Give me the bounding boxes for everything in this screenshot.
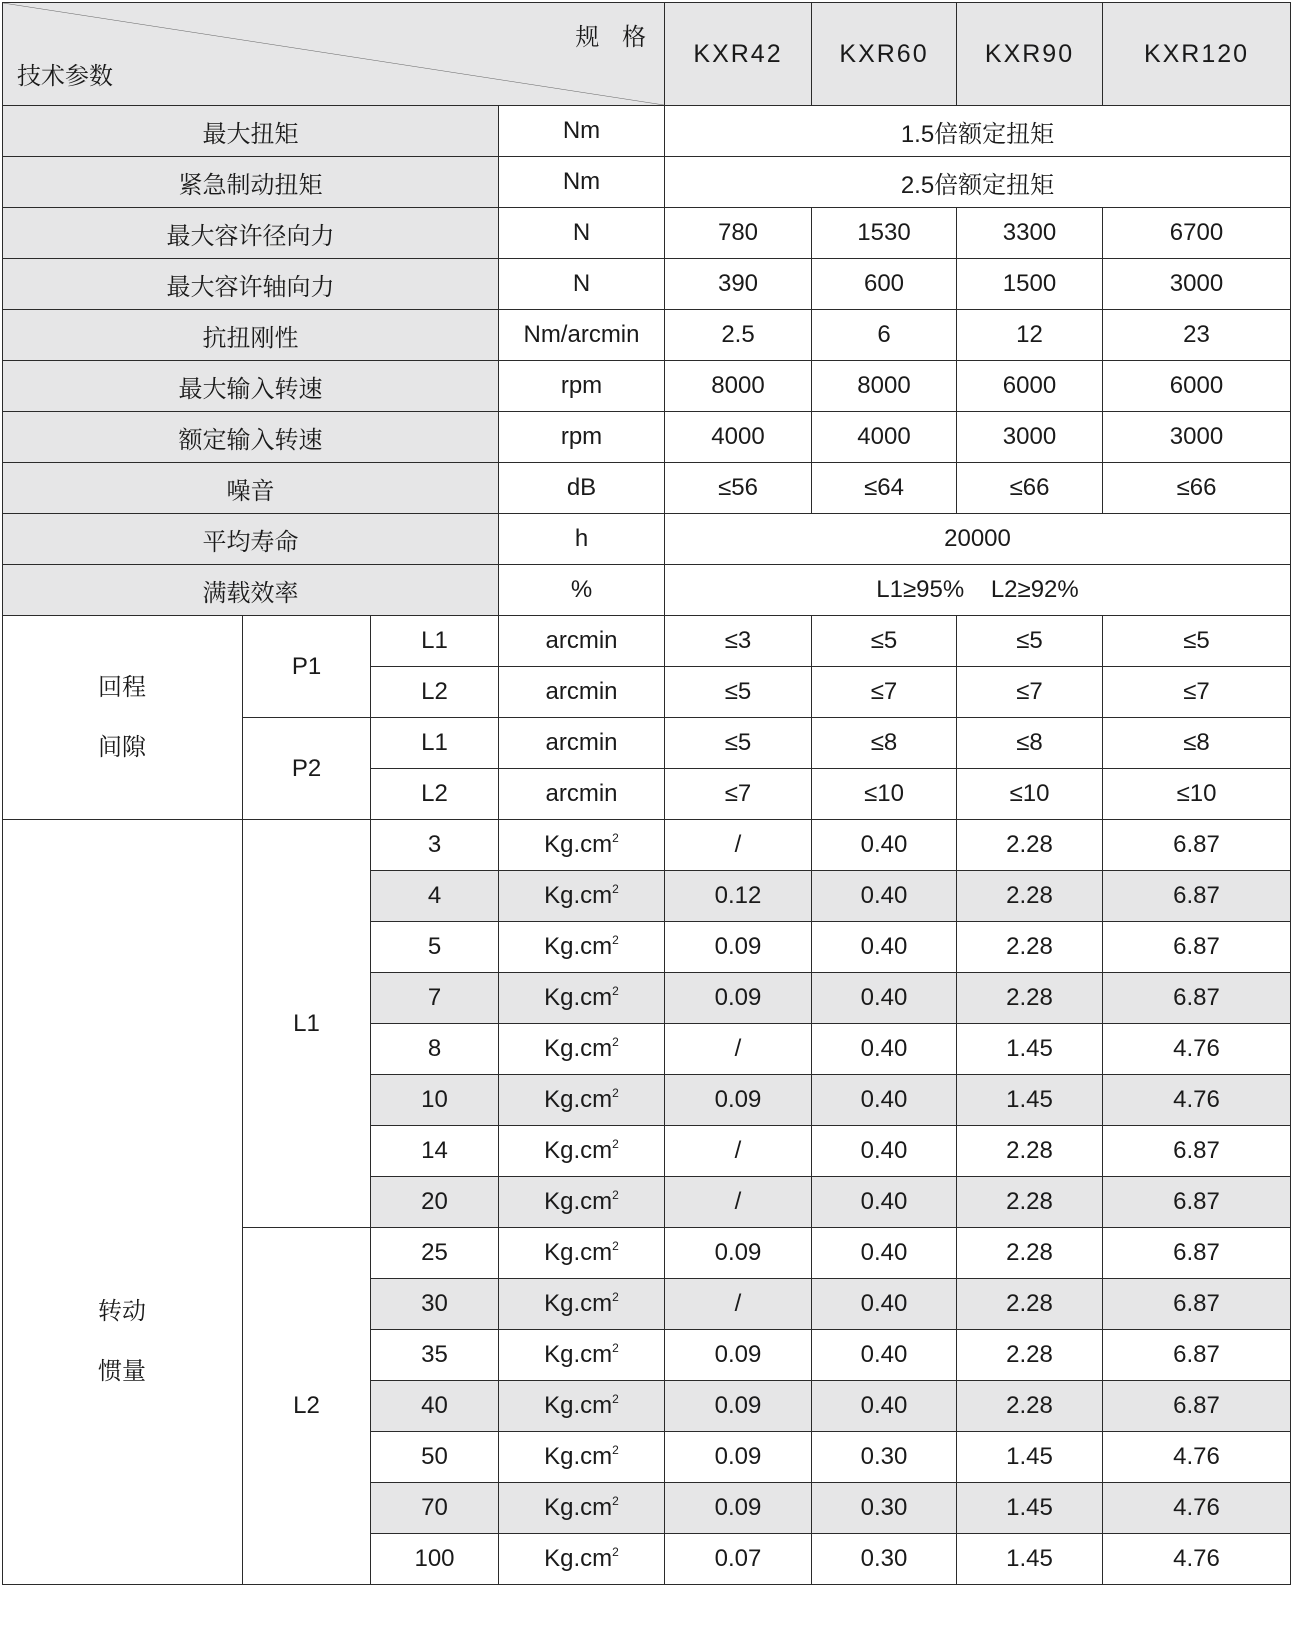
inertia-unit-sup: 2 bbox=[612, 1290, 619, 1304]
param-value: 600 bbox=[812, 259, 957, 310]
inertia-value: 1.45 bbox=[957, 1483, 1103, 1534]
inertia-value: 0.09 bbox=[665, 922, 812, 973]
inertia-unit-base: Kg.cm bbox=[544, 933, 613, 960]
inertia-value: 2.28 bbox=[957, 1228, 1103, 1279]
inertia-value: 0.40 bbox=[812, 871, 957, 922]
inertia-unit-sup: 2 bbox=[612, 933, 619, 947]
param-unit: Nm/arcmin bbox=[499, 310, 665, 361]
inertia-value: 4.76 bbox=[1103, 1534, 1291, 1585]
inertia-unit bbox=[499, 1024, 665, 1075]
backlash-value: ≤5 bbox=[812, 616, 957, 667]
param-unit: Nm bbox=[499, 106, 665, 157]
inertia-unit bbox=[499, 1228, 665, 1279]
inertia-label-line2: 惯量 bbox=[98, 1358, 146, 1385]
spec-row bbox=[3, 412, 1291, 463]
backlash-value: ≤7 bbox=[957, 667, 1103, 718]
param-name: 最大容许轴向力 bbox=[3, 259, 499, 310]
inertia-value: 0.09 bbox=[665, 1330, 812, 1381]
inertia-value: 0.09 bbox=[665, 1075, 812, 1126]
param-name: 紧急制动扭矩 bbox=[3, 157, 499, 208]
inertia-value: 4.76 bbox=[1103, 1432, 1291, 1483]
inertia-value: 0.09 bbox=[665, 1228, 812, 1279]
backlash-label-line1: 回程 bbox=[98, 673, 146, 701]
backlash-value: ≤7 bbox=[665, 769, 812, 820]
inertia-unit-sup: 2 bbox=[612, 831, 619, 845]
inertia-value: 4.76 bbox=[1103, 1075, 1291, 1126]
inertia-unit-base: Kg.cm bbox=[544, 1341, 613, 1368]
inertia-ratio: 100 bbox=[371, 1534, 499, 1585]
backlash-value: ≤10 bbox=[957, 769, 1103, 820]
backlash-unit: arcmin bbox=[499, 769, 665, 820]
inertia-group-name: L2 bbox=[243, 1228, 371, 1585]
inertia-value: 2.28 bbox=[957, 871, 1103, 922]
inertia-value: 0.07 bbox=[665, 1534, 812, 1585]
param-value-merged: 1.5倍额定扭矩 bbox=[665, 106, 1291, 157]
param-unit: Nm bbox=[499, 157, 665, 208]
backlash-value: ≤5 bbox=[957, 616, 1103, 667]
backlash-group-name: P2 bbox=[243, 718, 371, 820]
inertia-value: 2.28 bbox=[957, 1177, 1103, 1228]
backlash-value: ≤8 bbox=[812, 718, 957, 769]
inertia-unit-base: Kg.cm bbox=[544, 1035, 613, 1062]
inertia-value: 6.87 bbox=[1103, 871, 1291, 922]
inertia-unit-sup: 2 bbox=[612, 984, 619, 998]
spec-row bbox=[3, 259, 1291, 310]
spec-row bbox=[3, 565, 1291, 616]
model-header: KXR90 bbox=[957, 3, 1103, 106]
inertia-unit-base: Kg.cm bbox=[544, 1086, 613, 1113]
inertia-ratio: 4 bbox=[371, 871, 499, 922]
backlash-row bbox=[3, 616, 1291, 667]
inertia-unit bbox=[499, 1483, 665, 1534]
param-value: 6700 bbox=[1103, 208, 1291, 259]
param-name: 满载效率 bbox=[3, 565, 499, 616]
spec-row bbox=[3, 463, 1291, 514]
inertia-value: 6.87 bbox=[1103, 1279, 1291, 1330]
inertia-ratio: 25 bbox=[371, 1228, 499, 1279]
inertia-ratio: 5 bbox=[371, 922, 499, 973]
inertia-value: 0.40 bbox=[812, 1279, 957, 1330]
inertia-unit-sup: 2 bbox=[612, 1035, 619, 1049]
inertia-value: 2.28 bbox=[957, 1279, 1103, 1330]
backlash-value: ≤10 bbox=[812, 769, 957, 820]
inertia-value: 0.40 bbox=[812, 973, 957, 1024]
inertia-value: 1.45 bbox=[957, 1534, 1103, 1585]
param-name: 噪音 bbox=[3, 463, 499, 514]
param-value: 23 bbox=[1103, 310, 1291, 361]
param-value: 8000 bbox=[812, 361, 957, 412]
backlash-value: ≤10 bbox=[1103, 769, 1291, 820]
inertia-unit bbox=[499, 1432, 665, 1483]
inertia-value: 6.87 bbox=[1103, 973, 1291, 1024]
inertia-value: / bbox=[665, 1177, 812, 1228]
spec-row bbox=[3, 310, 1291, 361]
spec-row bbox=[3, 157, 1291, 208]
inertia-ratio: 7 bbox=[371, 973, 499, 1024]
inertia-unit bbox=[499, 973, 665, 1024]
inertia-unit bbox=[499, 922, 665, 973]
inertia-ratio: 20 bbox=[371, 1177, 499, 1228]
inertia-value: 0.30 bbox=[812, 1432, 957, 1483]
inertia-value: 0.40 bbox=[812, 1177, 957, 1228]
inertia-unit bbox=[499, 1279, 665, 1330]
inertia-unit-sup: 2 bbox=[612, 1545, 619, 1559]
inertia-value: 2.28 bbox=[957, 973, 1103, 1024]
model-header: KXR60 bbox=[812, 3, 957, 106]
backlash-stage: L2 bbox=[371, 769, 499, 820]
param-unit: N bbox=[499, 259, 665, 310]
inertia-value: / bbox=[665, 1279, 812, 1330]
inertia-unit-sup: 2 bbox=[612, 1086, 619, 1100]
inertia-ratio: 70 bbox=[371, 1483, 499, 1534]
inertia-value: 4.76 bbox=[1103, 1483, 1291, 1534]
param-unit: dB bbox=[499, 463, 665, 514]
backlash-stage: L2 bbox=[371, 667, 499, 718]
backlash-stage: L1 bbox=[371, 616, 499, 667]
inertia-unit-sup: 2 bbox=[612, 1443, 619, 1457]
inertia-unit bbox=[499, 1330, 665, 1381]
inertia-value: 6.87 bbox=[1103, 1381, 1291, 1432]
inertia-unit-base: Kg.cm bbox=[544, 1494, 613, 1521]
inertia-unit bbox=[499, 1381, 665, 1432]
param-value: 6000 bbox=[1103, 361, 1291, 412]
param-name: 最大扭矩 bbox=[3, 106, 499, 157]
spec-header-label: 规 格 bbox=[575, 24, 654, 51]
inertia-value: 6.87 bbox=[1103, 820, 1291, 871]
inertia-unit bbox=[499, 1177, 665, 1228]
backlash-stage: L1 bbox=[371, 718, 499, 769]
param-value: 4000 bbox=[812, 412, 957, 463]
inertia-unit-base: Kg.cm bbox=[544, 1545, 613, 1572]
inertia-value: 0.40 bbox=[812, 1024, 957, 1075]
param-value: 3000 bbox=[1103, 259, 1291, 310]
inertia-ratio: 14 bbox=[371, 1126, 499, 1177]
param-value: 12 bbox=[957, 310, 1103, 361]
inertia-value: 1.45 bbox=[957, 1024, 1103, 1075]
inertia-value: / bbox=[665, 820, 812, 871]
inertia-unit-base: Kg.cm bbox=[544, 882, 613, 909]
inertia-unit-sup: 2 bbox=[612, 1137, 619, 1151]
param-value: 1500 bbox=[957, 259, 1103, 310]
inertia-label bbox=[3, 820, 243, 1585]
inertia-unit bbox=[499, 1126, 665, 1177]
inertia-label-line1: 转动 bbox=[98, 1298, 146, 1325]
inertia-unit-sup: 2 bbox=[612, 1239, 619, 1253]
param-value: 2.5 bbox=[665, 310, 812, 361]
inertia-value: 0.30 bbox=[812, 1483, 957, 1534]
param-name: 额定输入转速 bbox=[3, 412, 499, 463]
header-row bbox=[3, 3, 1291, 106]
param-unit: h bbox=[499, 514, 665, 565]
inertia-ratio: 30 bbox=[371, 1279, 499, 1330]
inertia-unit-sup: 2 bbox=[612, 1392, 619, 1406]
param-name: 抗扭刚性 bbox=[3, 310, 499, 361]
inertia-value: 0.09 bbox=[665, 1381, 812, 1432]
backlash-unit: arcmin bbox=[499, 718, 665, 769]
inertia-value: / bbox=[665, 1024, 812, 1075]
spec-row bbox=[3, 208, 1291, 259]
inertia-unit-base: Kg.cm bbox=[544, 984, 613, 1011]
backlash-value: ≤5 bbox=[665, 718, 812, 769]
backlash-unit: arcmin bbox=[499, 667, 665, 718]
inertia-unit-base: Kg.cm bbox=[544, 1137, 613, 1164]
inertia-value: 0.40 bbox=[812, 1075, 957, 1126]
param-value: ≤64 bbox=[812, 463, 957, 514]
inertia-unit bbox=[499, 1075, 665, 1126]
backlash-group-name: P1 bbox=[243, 616, 371, 718]
inertia-value: 2.28 bbox=[957, 922, 1103, 973]
inertia-unit bbox=[499, 871, 665, 922]
inertia-value: 0.40 bbox=[812, 1330, 957, 1381]
inertia-value: 2.28 bbox=[957, 1381, 1103, 1432]
inertia-value: 1.45 bbox=[957, 1075, 1103, 1126]
backlash-value: ≤8 bbox=[1103, 718, 1291, 769]
param-value: 8000 bbox=[665, 361, 812, 412]
spec-row bbox=[3, 361, 1291, 412]
inertia-unit-base: Kg.cm bbox=[544, 1290, 613, 1317]
param-value: ≤66 bbox=[1103, 463, 1291, 514]
param-value: ≤56 bbox=[665, 463, 812, 514]
param-value: 1530 bbox=[812, 208, 957, 259]
backlash-value: ≤5 bbox=[1103, 616, 1291, 667]
param-value: 780 bbox=[665, 208, 812, 259]
param-unit: N bbox=[499, 208, 665, 259]
inertia-row bbox=[3, 820, 1291, 871]
param-value: 3300 bbox=[957, 208, 1103, 259]
param-value: 390 bbox=[665, 259, 812, 310]
param-unit: rpm bbox=[499, 361, 665, 412]
inertia-unit-sup: 2 bbox=[612, 882, 619, 896]
inertia-value: 0.40 bbox=[812, 922, 957, 973]
backlash-value: ≤5 bbox=[665, 667, 812, 718]
inertia-value: 0.09 bbox=[665, 973, 812, 1024]
inertia-value: 0.30 bbox=[812, 1534, 957, 1585]
param-value: 6000 bbox=[957, 361, 1103, 412]
inertia-ratio: 40 bbox=[371, 1381, 499, 1432]
inertia-unit-sup: 2 bbox=[612, 1494, 619, 1508]
param-name: 最大容许径向力 bbox=[3, 208, 499, 259]
inertia-value: 6.87 bbox=[1103, 1126, 1291, 1177]
inertia-unit-base: Kg.cm bbox=[544, 1239, 613, 1266]
param-value: 3000 bbox=[957, 412, 1103, 463]
inertia-ratio: 50 bbox=[371, 1432, 499, 1483]
inertia-value: 0.40 bbox=[812, 820, 957, 871]
backlash-label-line2: 间隙 bbox=[98, 733, 146, 761]
backlash-value: ≤7 bbox=[1103, 667, 1291, 718]
backlash-value: ≤7 bbox=[812, 667, 957, 718]
param-value-merged: 20000 bbox=[665, 514, 1291, 565]
param-unit: % bbox=[499, 565, 665, 616]
param-value: ≤66 bbox=[957, 463, 1103, 514]
param-name: 平均寿命 bbox=[3, 514, 499, 565]
inertia-value: 0.40 bbox=[812, 1126, 957, 1177]
inertia-unit-base: Kg.cm bbox=[544, 1392, 613, 1419]
backlash-unit: arcmin bbox=[499, 616, 665, 667]
inertia-unit bbox=[499, 1534, 665, 1585]
inertia-unit bbox=[499, 820, 665, 871]
param-unit: rpm bbox=[499, 412, 665, 463]
inertia-value: 2.28 bbox=[957, 820, 1103, 871]
backlash-value: ≤3 bbox=[665, 616, 812, 667]
backlash-value: ≤8 bbox=[957, 718, 1103, 769]
inertia-value: / bbox=[665, 1126, 812, 1177]
inertia-ratio: 8 bbox=[371, 1024, 499, 1075]
header-corner-cell bbox=[3, 3, 665, 106]
inertia-value: 6.87 bbox=[1103, 1330, 1291, 1381]
param-name: 最大输入转速 bbox=[3, 361, 499, 412]
inertia-unit-base: Kg.cm bbox=[544, 831, 613, 858]
inertia-value: 4.76 bbox=[1103, 1024, 1291, 1075]
inertia-ratio: 35 bbox=[371, 1330, 499, 1381]
param-header-label: 技术参数 bbox=[17, 63, 113, 90]
spec-row bbox=[3, 514, 1291, 565]
inertia-value: 2.28 bbox=[957, 1126, 1103, 1177]
param-value-merged: L1≥95% L2≥92% bbox=[665, 565, 1291, 616]
inertia-unit-sup: 2 bbox=[612, 1341, 619, 1355]
inertia-ratio: 3 bbox=[371, 820, 499, 871]
inertia-group-name: L1 bbox=[243, 820, 371, 1228]
param-value-merged: 2.5倍额定扭矩 bbox=[665, 157, 1291, 208]
inertia-unit-base: Kg.cm bbox=[544, 1443, 613, 1470]
model-header: KXR120 bbox=[1103, 3, 1291, 106]
inertia-value: 6.87 bbox=[1103, 1177, 1291, 1228]
spec-row bbox=[3, 106, 1291, 157]
inertia-value: 1.45 bbox=[957, 1432, 1103, 1483]
inertia-value: 0.40 bbox=[812, 1381, 957, 1432]
inertia-unit-base: Kg.cm bbox=[544, 1188, 613, 1215]
inertia-value: 0.12 bbox=[665, 871, 812, 922]
inertia-value: 0.09 bbox=[665, 1483, 812, 1534]
param-value: 6 bbox=[812, 310, 957, 361]
inertia-value: 0.40 bbox=[812, 1228, 957, 1279]
inertia-value: 2.28 bbox=[957, 1330, 1103, 1381]
param-value: 3000 bbox=[1103, 412, 1291, 463]
inertia-value: 6.87 bbox=[1103, 1228, 1291, 1279]
param-value: 4000 bbox=[665, 412, 812, 463]
spec-table bbox=[2, 2, 1291, 1585]
inertia-ratio: 10 bbox=[371, 1075, 499, 1126]
inertia-value: 0.09 bbox=[665, 1432, 812, 1483]
inertia-value: 6.87 bbox=[1103, 922, 1291, 973]
inertia-unit-sup: 2 bbox=[612, 1188, 619, 1202]
spec-table-body bbox=[3, 3, 1291, 1585]
backlash-label bbox=[3, 616, 243, 820]
model-header: KXR42 bbox=[665, 3, 812, 106]
